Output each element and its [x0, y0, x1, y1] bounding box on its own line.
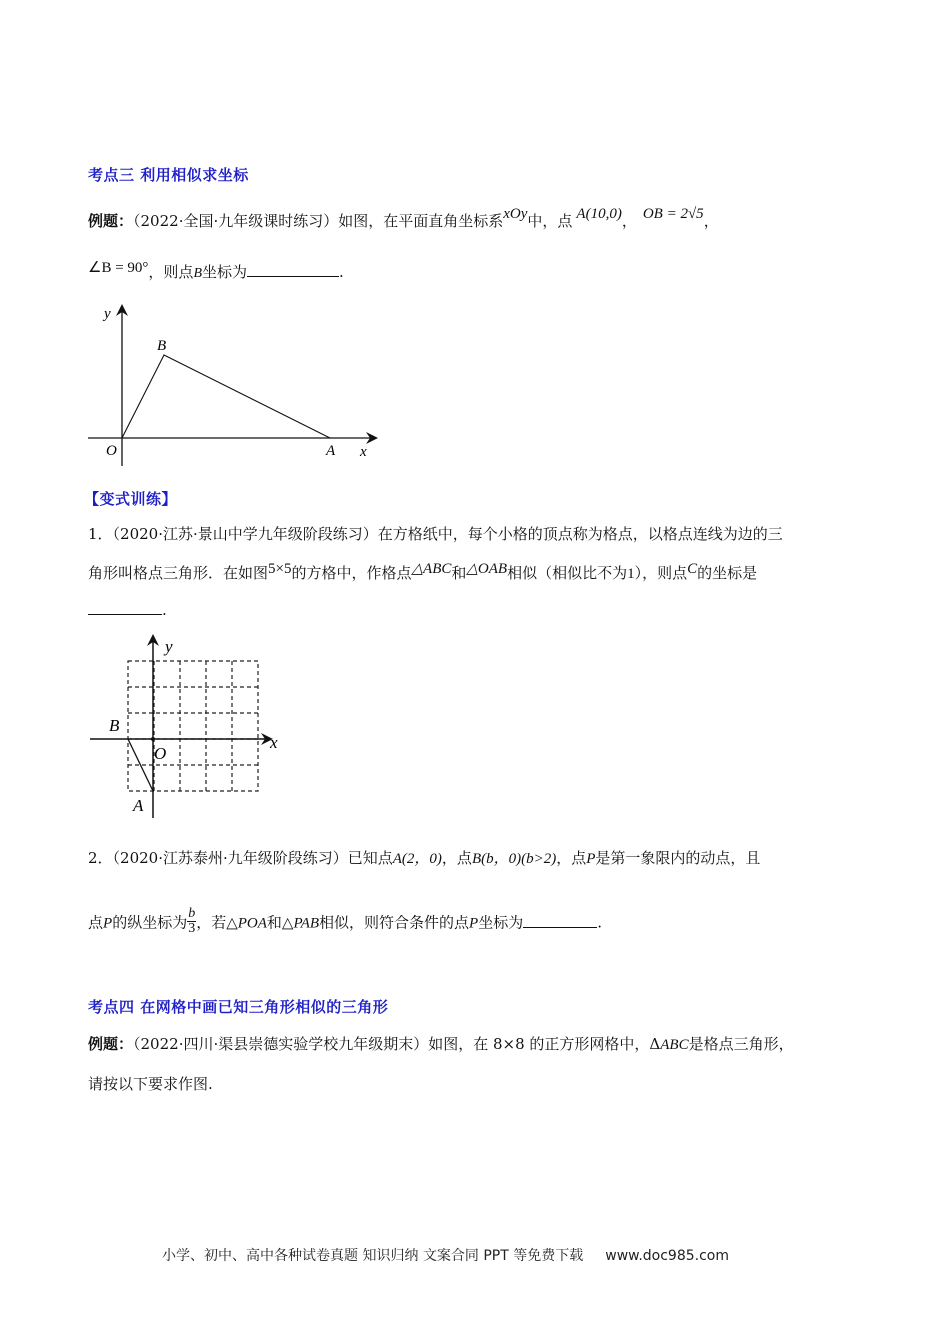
- ob-expr: OB = 2√5: [642, 206, 704, 222]
- q1-text: 和: [451, 564, 467, 582]
- footer-link[interactable]: www.doc985.com: [605, 1248, 729, 1264]
- period: .: [597, 913, 603, 932]
- angle-expr: ∠B = 90°: [88, 260, 149, 276]
- q2-text: ，点: [556, 849, 587, 867]
- point-a-label: A: [133, 796, 144, 815]
- y-label: y: [104, 306, 111, 322]
- triangle-oab: △OAB: [466, 561, 508, 577]
- q2-text: 和△: [266, 913, 294, 932]
- question-number: 1．: [88, 525, 113, 543]
- triangle-abc: △ABC: [411, 561, 452, 577]
- q2-text: ，若△: [196, 913, 238, 932]
- section3-example-line1: [88, 206, 719, 232]
- section3-example-line2: [88, 262, 344, 284]
- footer-text: 小学、初中、高中各种试卷真题 知识归纳 文案合同 PPT 等免费下载: [162, 1248, 584, 1264]
- section4-example-line2: 请按以下要求作图.: [88, 1075, 213, 1093]
- separator: ，: [621, 212, 637, 230]
- example-text: 中，点: [527, 212, 573, 230]
- q1-line1: [88, 524, 783, 544]
- q1-text: 相似（相似比不为: [507, 564, 628, 582]
- example-text: 坐标为: [202, 263, 248, 281]
- q2-line1: [88, 848, 760, 869]
- footer: [162, 1245, 729, 1265]
- point-p: P: [469, 915, 479, 932]
- q1-answer-line: [88, 600, 167, 620]
- triangle-figure: [88, 298, 388, 468]
- triangle-abc: ABC: [660, 1037, 689, 1053]
- q1-text: 的坐标是: [697, 564, 758, 582]
- x-label: x: [360, 444, 367, 460]
- period: .: [339, 263, 344, 281]
- point-b-coord: B(b，0)(b>2): [471, 851, 557, 867]
- example-label: 例题：: [88, 1035, 134, 1053]
- fraction-b-over-3: [187, 907, 196, 936]
- triangle-poa: POA: [237, 915, 267, 932]
- point-p: P: [586, 851, 596, 867]
- point-a-coord: A(2，0): [392, 851, 442, 867]
- q1-text: （2020·江苏·景山中学九年级阶段练习）在方格纸中，每个小格的顶点称为格点，以格点连线为边的三: [112, 525, 783, 543]
- grid-figure: [88, 628, 288, 823]
- question-number: 2．: [88, 849, 113, 867]
- ratio: 1: [627, 566, 635, 582]
- separator: ，: [703, 212, 719, 230]
- q1-text: 角形叫格点三角形．在如图: [88, 564, 269, 582]
- point-b-label: B: [109, 716, 120, 735]
- q2-text: 的纵坐标为: [112, 913, 188, 932]
- coord-system: xOy: [503, 206, 528, 222]
- q2-text: 坐标为: [478, 913, 524, 932]
- practice-title: 【变式训练】: [84, 490, 178, 508]
- example-text: 是格点三角形，: [688, 1035, 794, 1053]
- point-b: B: [193, 266, 202, 281]
- point-a-label: A: [326, 443, 336, 459]
- q2-text: （2020·江苏泰州·九年级阶段练习）已知点: [112, 849, 393, 867]
- example-text: ，则点: [148, 263, 194, 281]
- grid-size: 5×5: [268, 561, 292, 577]
- point-p: P: [103, 915, 113, 932]
- point-b-label: B: [157, 338, 167, 354]
- period: .: [162, 601, 167, 619]
- fraction-denominator: 3: [188, 921, 196, 936]
- example-label: 例题：: [88, 212, 134, 230]
- section4-example-line1: [88, 1034, 794, 1055]
- triangle-pab: PAB: [293, 915, 320, 932]
- section4-title: 考点四 在网格中画已知三角形相似的三角形: [88, 998, 389, 1016]
- q1-text: ），则点: [634, 564, 688, 582]
- q2-text: 点: [88, 913, 104, 932]
- point-c: C: [687, 561, 698, 577]
- origin-label: O: [154, 744, 167, 763]
- answer-blank[interactable]: [523, 913, 597, 928]
- q2-text: ，点: [441, 849, 472, 867]
- example-source: （2022·全国·九年级课时练习）如图，在平面直角坐标系: [133, 212, 504, 230]
- origin-label: O: [106, 443, 117, 459]
- q1-line2: [88, 563, 757, 584]
- answer-blank[interactable]: [247, 262, 339, 277]
- q2-text: 是第一象限内的动点，且: [595, 849, 761, 867]
- answer-blank[interactable]: [88, 600, 162, 615]
- x-label: x: [270, 733, 278, 752]
- section3-title: 考点三 利用相似求坐标: [88, 166, 249, 184]
- y-label: y: [165, 637, 173, 656]
- triangle-oba: [122, 355, 330, 438]
- dashed-grid: [128, 661, 258, 791]
- q1-text: 的方格中，作格点: [291, 564, 412, 582]
- origin-point: [151, 737, 155, 741]
- example-text: （2022·四川·渠县崇德实验学校九年级期末）如图，在 8×8 的正方形网格中，Δ: [133, 1035, 661, 1053]
- q2-line2: [88, 906, 603, 938]
- point-a-expr: A(10,0): [576, 206, 622, 222]
- q2-text: 相似，则符合条件的点: [319, 913, 470, 932]
- fraction-numerator: b: [188, 906, 196, 921]
